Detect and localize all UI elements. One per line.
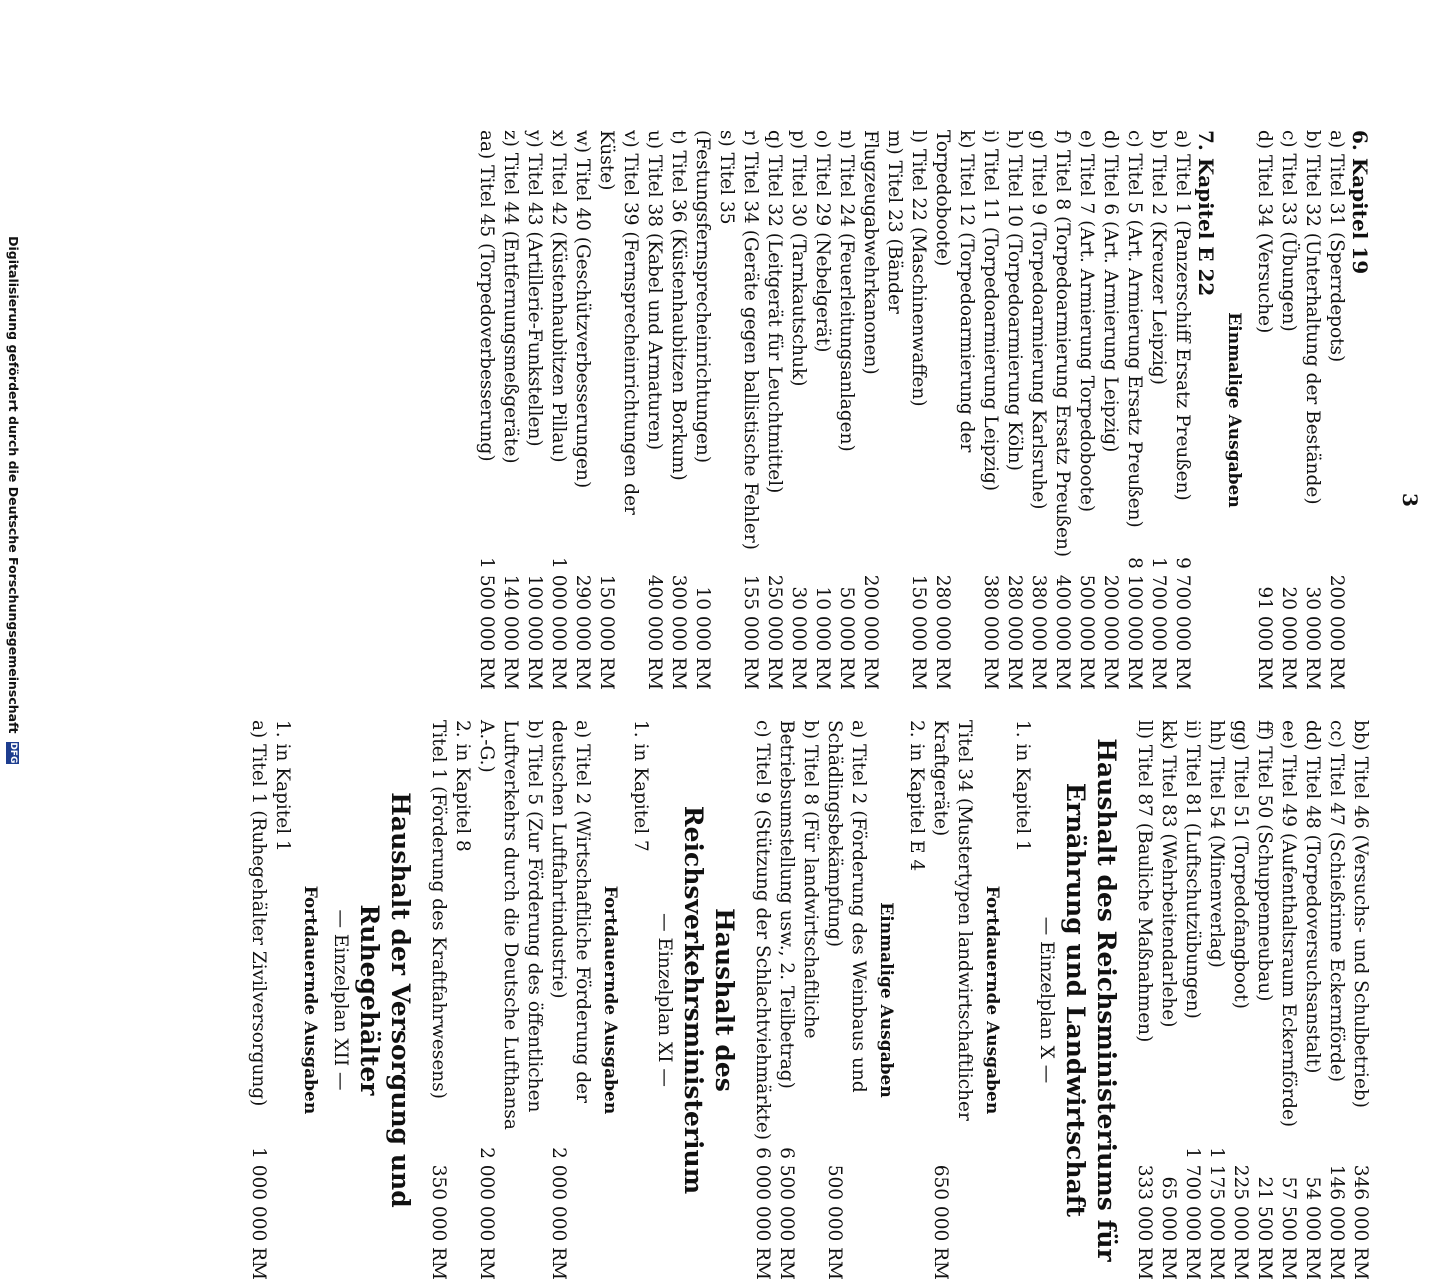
entry-label: Titel 1 (Förderung des Kraftfahrwesens) <box>428 720 449 1099</box>
entry-amount: 10 000 RM <box>812 586 833 690</box>
entry-label: ff) Titel 50 (Schuppenneubau) <box>1254 720 1275 1002</box>
entry-label: ll) Titel 87 (Bauliche Maßnahmen) <box>1134 720 1155 1043</box>
entry-label: d) Titel 6 (Art. Armierung Leipzig) <box>1100 130 1121 453</box>
chapter-line: 1. in Kapitel 1 <box>272 720 293 852</box>
budget-entry <box>1348 720 1372 1280</box>
budget-entry <box>1252 720 1276 1280</box>
budget-entry <box>474 720 546 1280</box>
entry-label: dd) Titel 48 (Torpedoversuchsanstalt) <box>1302 720 1323 1074</box>
entry-label: f) Titel 8 (Torpedoarmierung Ersatz Preußen) <box>1052 130 1073 558</box>
entry-amount: 650 000 RM <box>930 1164 951 1280</box>
entry-label: b) Titel 2 (Kreuzer Leipzig) <box>1148 130 1169 385</box>
entry-label: c) Titel 9 (Stützung der Schlachtviehmärkte) <box>752 720 773 1141</box>
entry-label: ii) Titel 81 (Luftschutzübungen) <box>1182 720 1203 1019</box>
budget-entry <box>1122 130 1146 690</box>
budget-entry <box>546 720 594 1280</box>
entry-amount: 100 000 RM <box>524 574 545 690</box>
budget-entry <box>690 130 738 690</box>
entry-amount: 250 000 RM <box>764 574 785 690</box>
entry-amount: 200 000 RM <box>1100 574 1121 690</box>
entry-label: s) Titel 35 (Festungsfernsprecheinrichtungen) <box>692 130 737 464</box>
entry-amount: 400 000 RM <box>644 574 665 690</box>
entry-amount: 500 000 RM <box>1076 574 1097 690</box>
budget-entry <box>1324 720 1348 1280</box>
left-column <box>474 130 1372 690</box>
right-column <box>246 720 1372 1280</box>
budget-entry <box>738 130 762 690</box>
entry-label: n) Titel 24 (Feuerleitungsanlagen) <box>836 130 857 452</box>
entry-label: d) Titel 34 (Versuche) <box>1254 130 1275 334</box>
budget-entry <box>930 130 978 690</box>
entry-label: u) Titel 38 (Kabel und Armaturen) <box>644 130 665 451</box>
budget-entry <box>594 130 642 690</box>
entry-label: c) Titel 33 (Übungen) <box>1278 130 1299 332</box>
budget-entry <box>474 130 498 690</box>
chapter-line: 2. in Kapitel E 4 <box>906 720 927 872</box>
budget-entry <box>570 130 594 690</box>
entry-amount: 290 000 RM <box>572 574 593 690</box>
entry-amount: 225 000 RM <box>1230 1164 1251 1280</box>
entry-label: Titel 34 (Mustertypen landwirtschaftlicher Kraftgeräte) <box>930 720 975 1121</box>
entry-label: b) Titel 32 (Unterhaltung der Bestände) <box>1302 130 1323 505</box>
chapter-heading: 7. Kapitel E 22 <box>1194 130 1218 297</box>
budget-entry <box>1276 720 1300 1280</box>
budget-section-title: Haushalt der Versorgung und Ruhegehälter <box>355 792 415 1208</box>
entry-amount: 30 000 RM <box>1302 586 1323 690</box>
entry-amount: 10 000 RM <box>692 586 713 690</box>
entry-amount: 65 000 RM <box>1158 1176 1179 1280</box>
budget-entry <box>1252 130 1276 690</box>
entry-amount: 1 700 000 RM <box>1182 1147 1203 1280</box>
budget-entry <box>810 130 834 690</box>
budget-entry <box>1170 130 1194 690</box>
budget-entry <box>1002 130 1026 690</box>
entry-label: gg) Titel 51 (Torpedofangboot) <box>1230 720 1251 1009</box>
digitization-note-text: Digitalisierung gefördert durch die Deutsche Forschungsgemeinschaft <box>6 236 21 734</box>
entry-label: v) Titel 39 (Fernsprecheinrichtungen der Küste) <box>596 130 641 515</box>
entry-label: a) Titel 2 (Wirtschaftliche Förderung der deutschen Luftfahrtindustrie) <box>548 720 593 1103</box>
chapter-line: 1. in Kapitel 1 <box>1012 720 1033 852</box>
entry-amount: 6 500 000 RM <box>776 1147 797 1280</box>
entry-label: k) Titel 12 (Torpedoarmierung der Torpedoboote) <box>932 130 977 453</box>
entry-amount: 8 100 000 RM <box>1124 557 1145 690</box>
budget-entry <box>1074 130 1098 690</box>
entry-label: bb) Titel 46 (Versuchs- und Schulbetrieb) <box>1350 720 1371 1108</box>
budget-entry <box>1204 720 1228 1280</box>
entry-amount: 380 000 RM <box>980 574 1001 690</box>
entry-label: p) Titel 30 (Tarnkautschuk) <box>788 130 809 387</box>
budget-section-title: Haushalt des Reichsministeriums für Ernährung und Landwirtschaft <box>1061 738 1121 1262</box>
plan-number: — Einzelplan X — <box>1036 916 1057 1084</box>
entry-label: q) Titel 32 (Leitgerät für Leuchtmittel) <box>764 130 785 494</box>
budget-entry <box>822 720 870 1280</box>
entry-amount: 200 000 RM <box>1326 574 1347 690</box>
budget-entry <box>642 130 666 690</box>
section-subheading: Fortdauernde Ausgaben <box>600 885 620 1115</box>
budget-entry <box>498 130 522 690</box>
entry-amount: 21 500 RM <box>1254 1176 1275 1280</box>
entry-amount: 155 000 RM <box>740 574 761 690</box>
entry-label: g) Titel 9 (Torpedoarmierung Karlsruhe) <box>1028 130 1049 510</box>
entry-label: hh) Titel 54 (Minenverlag) <box>1206 720 1227 968</box>
budget-entry <box>978 130 1002 690</box>
entry-label: b) Titel 8 (Für landwirtschaftliche Betriebsumstellung usw., 2. Teilbetrag) <box>776 720 821 1089</box>
budget-entry <box>1180 720 1204 1280</box>
entry-amount: 2 000 000 RM <box>476 1147 497 1280</box>
entry-label: e) Titel 7 (Art. Armierung Torpedoboote) <box>1076 130 1097 513</box>
budget-entry <box>1156 720 1180 1280</box>
entry-amount: 2 000 000 RM <box>548 1147 569 1280</box>
entry-amount: 1 700 000 RM <box>1148 557 1169 690</box>
entry-amount: 1 500 000 RM <box>476 557 497 690</box>
budget-section-title: Haushalt des Reichsverkehrsministerium <box>679 805 739 1195</box>
entry-amount: 150 000 RM <box>596 574 617 690</box>
budget-entry <box>762 130 786 690</box>
budget-entry <box>426 720 450 1280</box>
entry-amount: 9 700 000 RM <box>1172 557 1193 690</box>
budget-entry <box>786 130 810 690</box>
entry-label: m) Titel 23 (Bänder Flugzeugabwehrkanonen) <box>860 130 905 375</box>
entry-amount: 140 000 RM <box>500 574 521 690</box>
chapter-heading: 6. Kapitel 19 <box>1348 130 1372 275</box>
entry-amount: 1 175 000 RM <box>1206 1147 1227 1280</box>
budget-entry <box>1026 130 1050 690</box>
entry-label: i) Titel 11 (Torpedoarmierung Leipzig) <box>980 130 1001 492</box>
dfg-logo: DFG <box>8 742 18 764</box>
budget-entry <box>1132 720 1156 1280</box>
entry-amount: 346 000 RM <box>1350 1164 1371 1280</box>
entry-amount: 1 000 000 RM <box>248 1147 269 1280</box>
entry-amount: 300 000 RM <box>668 574 689 690</box>
chapter-line: 2. in Kapitel 8 <box>452 720 473 852</box>
entry-label: r) Titel 34 (Geräte gegen ballistische Fehler) <box>740 130 761 550</box>
budget-entry <box>1050 130 1074 690</box>
entry-label: cc) Titel 47 (Schießrinne Eckernförde) <box>1326 720 1347 1083</box>
entry-amount: 200 000 RM <box>860 574 881 690</box>
section-subheading: Einmalige Ausgaben <box>1224 312 1244 508</box>
entry-label: a) Titel 2 (Förderung des Weinbaus und Schädlingsbekämpfung) <box>824 720 869 1093</box>
budget-entry <box>1300 720 1324 1280</box>
entry-label: a) Titel 1 (Ruhegehälter Zivilversorgung) <box>248 720 269 1107</box>
budget-entry <box>1146 130 1170 690</box>
entry-amount: 146 000 RM <box>1326 1164 1347 1280</box>
budget-entry <box>750 720 774 1280</box>
entry-amount: 350 000 RM <box>428 1164 449 1280</box>
section-subheading: Fortdauernde Ausgaben <box>982 885 1002 1115</box>
entry-amount: 280 000 RM <box>932 574 953 690</box>
entry-label: b) Titel 5 (Zur Förderung des öffentlichen Luftverkehrs durch die Deutsche Lufthansa A.-G.) <box>476 720 545 1130</box>
budget-entry <box>834 130 858 690</box>
entry-amount: 50 000 RM <box>836 586 857 690</box>
digitization-note <box>6 0 21 1000</box>
section-subheading: Einmalige Ausgaben <box>876 902 896 1098</box>
entry-amount: 20 000 RM <box>1278 586 1299 690</box>
budget-entry <box>1324 130 1348 690</box>
entry-label: kk) Titel 83 (Wehrbeitendarlehe) <box>1158 720 1179 1028</box>
entry-amount: 1 000 000 RM <box>548 557 569 690</box>
entry-amount: 91 000 RM <box>1254 586 1275 690</box>
entry-label: y) Titel 43 (Artillerie-Funkstellen) <box>524 130 545 447</box>
chapter-line: 1. in Kapitel 7 <box>630 720 651 852</box>
entry-label: h) Titel 10 (Torpedoarmierung Köln) <box>1004 130 1025 471</box>
entry-amount: 150 000 RM <box>908 574 929 690</box>
plan-number: — Einzelplan XII — <box>330 909 351 1091</box>
budget-entry <box>774 720 822 1280</box>
entry-amount: 500 000 RM <box>824 1164 845 1280</box>
entry-label: aa) Titel 45 (Torpedoverbesserung) <box>476 130 497 462</box>
entry-amount: 333 000 RM <box>1134 1164 1155 1280</box>
entry-label: ee) Titel 49 (Aufenthaltsraum Eckernförde) <box>1278 720 1299 1128</box>
budget-entry <box>522 130 546 690</box>
budget-entry <box>928 720 976 1280</box>
budget-entry <box>1228 720 1252 1280</box>
budget-entry <box>246 720 270 1280</box>
entry-amount: 380 000 RM <box>1028 574 1049 690</box>
entry-label: l) Titel 22 (Maschinenwaffen) <box>908 130 929 407</box>
budget-entry <box>1098 130 1122 690</box>
budget-entry <box>858 130 906 690</box>
entry-label: z) Titel 44 (Entfernungsmeßgeräte) <box>500 130 521 464</box>
entry-amount: 30 000 RM <box>788 586 809 690</box>
entry-amount: 400 000 RM <box>1052 574 1073 690</box>
entry-label: a) Titel 1 (Panzerschiff Ersatz Preußen) <box>1172 130 1193 501</box>
entry-label: w) Titel 40 (Geschützverbesserungen) <box>572 130 593 489</box>
entry-amount: 57 500 RM <box>1278 1176 1299 1280</box>
entry-amount: 54 000 RM <box>1302 1176 1323 1280</box>
entry-label: c) Titel 5 (Art. Armierung Ersatz Preußen) <box>1124 130 1145 528</box>
budget-entry <box>546 130 570 690</box>
budget-entry <box>666 130 690 690</box>
plan-number: — Einzelplan XI — <box>654 913 675 1087</box>
entry-amount: 6 000 000 RM <box>752 1147 773 1280</box>
entry-label: t) Titel 36 (Küstenhaubitzen Borkum) <box>668 130 689 481</box>
page-number: 3 <box>1398 493 1422 507</box>
budget-entry <box>906 130 930 690</box>
budget-entry <box>1276 130 1300 690</box>
section-subheading: Fortdauernde Ausgaben <box>300 885 320 1115</box>
budget-entry <box>1300 130 1324 690</box>
entry-label: o) Titel 29 (Nebelgerät) <box>812 130 833 353</box>
entry-label: x) Titel 42 (Küstenhaubitzen Pillau) <box>548 130 569 463</box>
entry-label: a) Titel 31 (Sperrdepots) <box>1326 130 1347 363</box>
entry-amount: 280 000 RM <box>1004 574 1025 690</box>
